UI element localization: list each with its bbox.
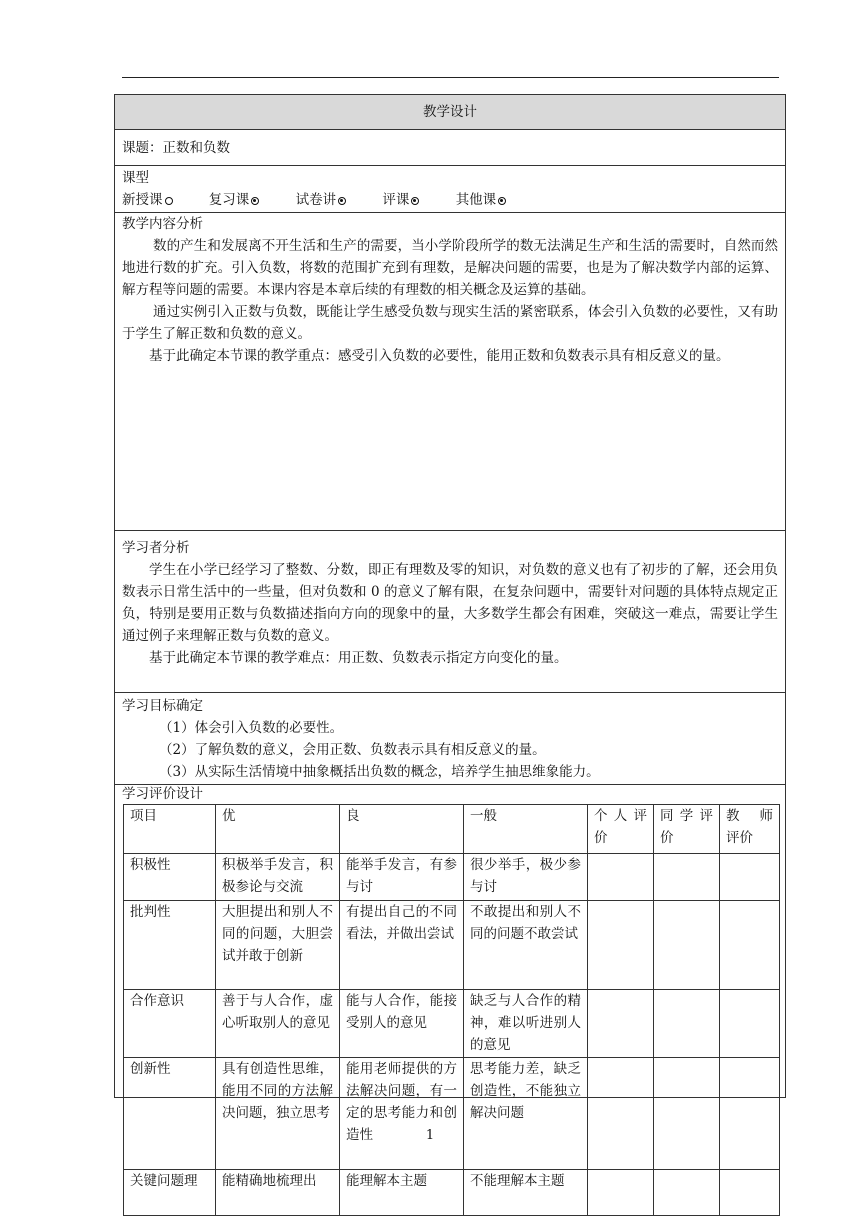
page-number: 1 [425, 1128, 435, 1143]
table-cell [654, 901, 720, 990]
radio-filled-icon[interactable] [338, 197, 346, 205]
content-analysis-body [115, 235, 785, 367]
form-title: 教学设计 [423, 104, 477, 120]
table-cell [720, 901, 780, 990]
evaluation-title: 学习评价设计 [122, 786, 203, 802]
table-cell [654, 1170, 720, 1216]
learner-analysis-body [115, 559, 785, 669]
table-cell [654, 854, 720, 901]
table-cell: 缺乏与人合作的精神，难以听进别人的意见 [464, 990, 588, 1058]
table-cell: 能理解本主题 [340, 1170, 464, 1216]
table-cell [654, 1058, 720, 1170]
table-row [124, 1058, 780, 1170]
table-cell: 很少举手，极少参与讨 [464, 854, 588, 901]
table-cell: 大胆提出和别人不同的问题，大胆尝试并敢于创新 [216, 901, 340, 990]
table-cell [720, 1058, 780, 1170]
table-cell: 不能理解本主题 [464, 1170, 588, 1216]
table-cell [720, 854, 780, 901]
content-analysis-title: 教学内容分析 [122, 216, 203, 232]
column-header: 优 [216, 805, 340, 854]
table-cell: 不敢提出和别人不同的问题不敢尝试 [464, 901, 588, 990]
table-cell [720, 990, 780, 1058]
table-cell [588, 1170, 654, 1216]
table-cell: 能精确地梳理出 [216, 1170, 340, 1216]
lesson-type-option[interactable]: 新授课 [122, 192, 173, 208]
table-cell [588, 854, 654, 901]
goal-item: （2）了解负数的意义，会用正数、负数表示具有相反意义的量。 [159, 742, 546, 758]
lesson-design-form [114, 94, 786, 1189]
goal-item: （1）体会引入负数的必要性。 [159, 720, 344, 736]
table-cell [588, 990, 654, 1058]
table-cell [720, 1170, 780, 1216]
radio-filled-icon[interactable] [498, 197, 506, 205]
lesson-type-option[interactable]: 复习课 [209, 192, 260, 208]
table-cell: 关键问题理 [124, 1170, 216, 1216]
lesson-type-option[interactable]: 评课 [382, 192, 419, 208]
table-row [124, 854, 780, 901]
table-cell: 能举手发言，有参与讨 [340, 854, 464, 901]
table-cell: 积极性 [124, 854, 216, 901]
lesson-type-section [115, 165, 785, 212]
content-analysis-section [115, 212, 785, 530]
evaluation-table [123, 804, 780, 1216]
radio-empty-icon[interactable] [165, 197, 173, 205]
column-header: 项目 [124, 805, 216, 854]
column-header: 教 师评价 [720, 805, 780, 854]
table-cell: 合作意识 [124, 990, 216, 1058]
column-header: 一般 [464, 805, 588, 854]
learner-paragraph: 基于此确定本节课的教学难点：用正数、负数表示指定方向变化的量。 [149, 650, 568, 666]
learner-analysis-title: 学习者分析 [122, 540, 190, 556]
lesson-type-label: 课型 [122, 170, 149, 186]
lesson-type-option[interactable]: 其他课 [456, 192, 507, 208]
evaluation-section [115, 784, 785, 1189]
table-row [124, 1170, 780, 1216]
table-cell [588, 901, 654, 990]
goals-section [115, 692, 785, 784]
table-cell: 批判性 [124, 901, 216, 990]
learner-paragraph: 学生在小学已经学习了整数、分数，即正有理数及零的知识，对负数的意义也有了初步的了解，还会用负数表示日常生活中的一些量，但对负数和 0 的意义了解有限，在复杂问题中，需要针对问题的具体特点规定正负，特别是要用正数与负数描述指向方向的现象中的量，大多数学生都会有困难，突破这一难点，需要让学生通过例子来理解正数与负数的意义。 [122, 562, 778, 644]
goal-item: （3）从实际生活情境中抽象概括出负数的概念，培养学生抽思维象能力。 [159, 764, 600, 780]
table-header-row [124, 805, 780, 854]
topic-section [115, 129, 785, 165]
table-cell [654, 990, 720, 1058]
table-cell: 思考能力差，缺乏创造性，不能独立解决问题 [464, 1058, 588, 1170]
table-cell [588, 1058, 654, 1170]
content-paragraph: 基于此确定本节课的教学重点：感受引入负数的必要性，能用正数和负数表示具有相反意义的量。 [149, 348, 730, 364]
table-row [124, 901, 780, 990]
header-rule [122, 77, 779, 78]
radio-filled-icon[interactable] [411, 197, 419, 205]
table-cell: 有提出自己的不同看法，并做出尝试 [340, 901, 464, 990]
column-header: 个人评价 [588, 805, 654, 854]
table-cell: 能与人合作，能接受别人的意见 [340, 990, 464, 1058]
topic-text: 课题：正数和负数 [122, 140, 230, 156]
table-cell: 能用老师提供的方法解决问题，有一定的思考能力和创造性 [340, 1058, 464, 1170]
column-header: 良 [340, 805, 464, 854]
table-cell: 积极举手发言，积极参论与交流 [216, 854, 340, 901]
column-header: 同学评价 [654, 805, 720, 854]
goals-title: 学习目标确定 [122, 698, 203, 714]
learner-analysis-section [115, 530, 785, 692]
radio-filled-icon[interactable] [251, 197, 259, 205]
form-header [115, 95, 785, 129]
content-paragraph: 通过实例引入正数与负数，既能让学生感受负数与现实生活的紧密联系，体会引入负数的必要性，又有助于学生了解正数和负数的意义。 [122, 304, 778, 342]
lesson-type-options [115, 189, 785, 211]
table-cell: 创新性 [124, 1058, 216, 1170]
table-row [124, 990, 780, 1058]
table-cell: 善于与人合作，虚心听取别人的意见 [216, 990, 340, 1058]
content-paragraph: 数的产生和发展离不开生活和生产的需要，当小学阶段所学的数无法满足生产和生活的需要时，自然而然地进行数的扩充。引入负数，将数的范围扩充到有理数，是解决问题的需要，也是为了解决数学内部的运算、解方程等问题的需要。本课内容是本章后续的有理数的相关概念及运算的基础。 [122, 238, 778, 298]
table-cell: 具有创造性思维，能用不同的方法解决问题，独立思考 [216, 1058, 340, 1170]
lesson-type-option[interactable]: 试卷讲 [296, 192, 347, 208]
